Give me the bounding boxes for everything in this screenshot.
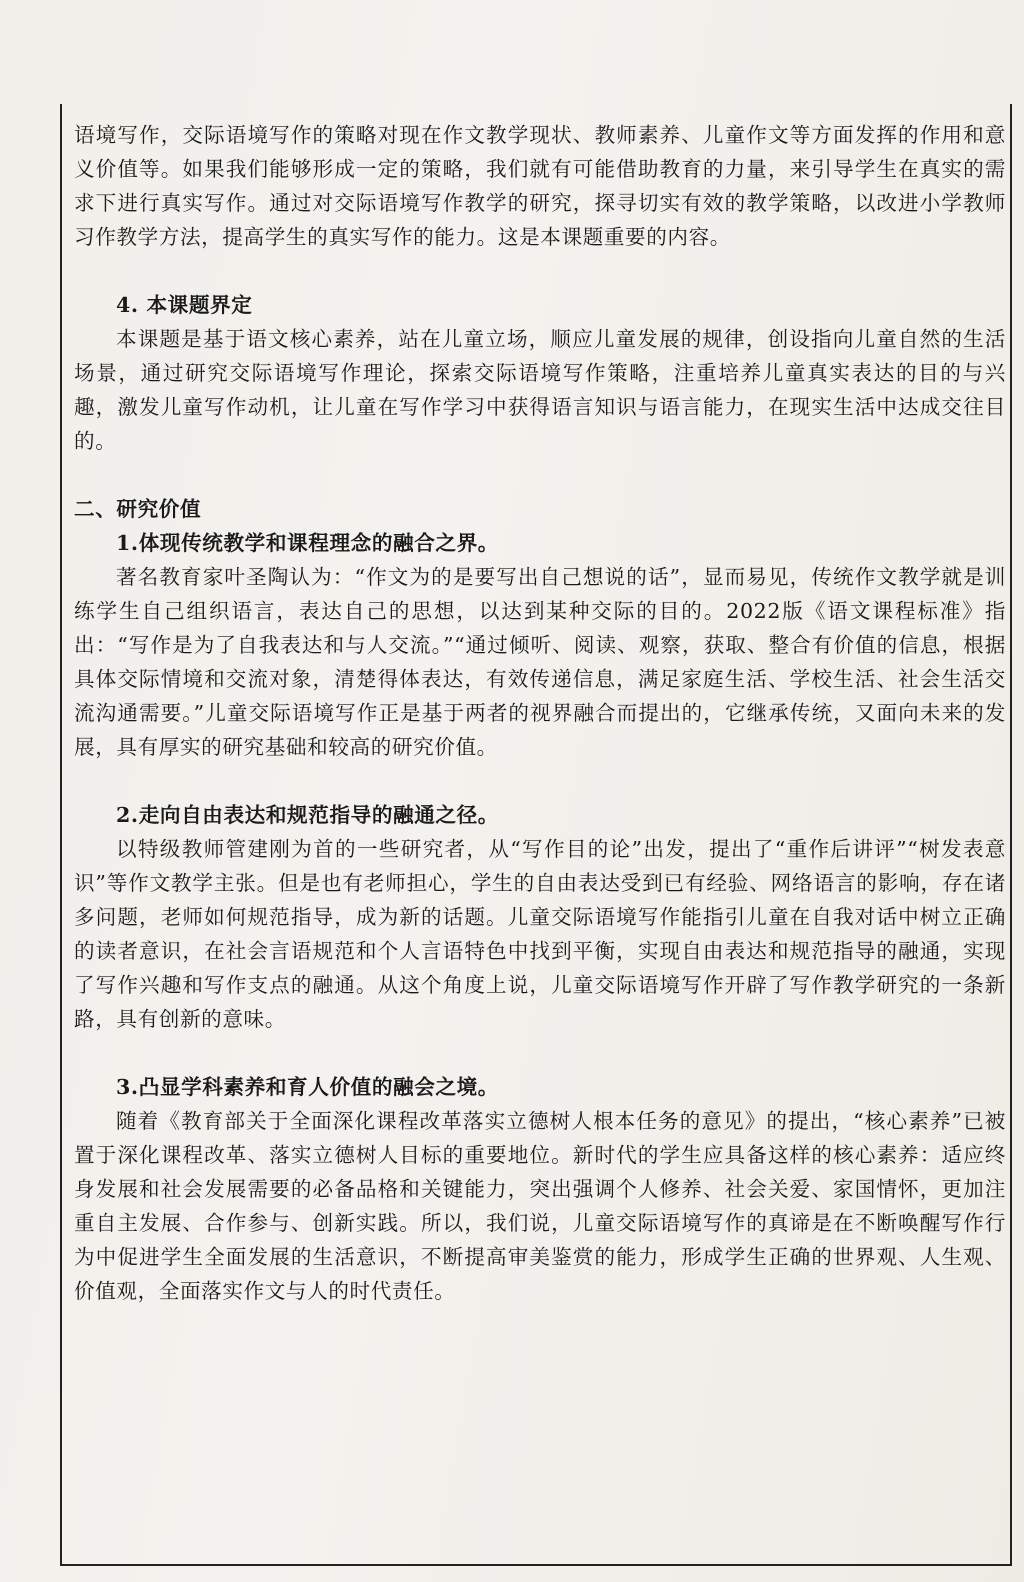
- paragraph-value-2: 以特级教师管建刚为首的一些研究者，从“写作目的论”出发，提出了“重作后讲评”“树发表意识”等作文教学主张。但是也有老师担心，学生的自由表达受到已有经验、网络语言的影响，存在诸多问题，老师如何规范指导，成为新的话题。儿童交际语境写作能指引儿童在自我对话中树立正确的读者意识，在社会言语规范和个人言语特色中找到平衡，实现自由表达和规范指导的融通，实现了写作兴趣和写作支点的融通。从这个角度上说，儿童交际语境写作开辟了写作教学研究的一条新路，具有创新的意味。: [74, 837, 1006, 1031]
- section-title-research-value: 二、研究价值: [74, 497, 202, 521]
- heading-value-2: 2.走向自由表达和规范指导的融通之径。: [116, 803, 499, 827]
- heading-topic-definition: 4. 本课题界定: [116, 293, 253, 317]
- paragraph-topic-definition: 本课题是基于语文核心素养，站在儿童立场，顺应儿童发展的规律，创设指向儿童自然的生活场景，通过研究交际语境写作理论，探索交际语境写作策略，注重培养儿童真实表达的目的与兴趣，激发儿童写作动机，让儿童在写作学习中获得语言知识与语言能力，在现实生活中达成交往目的。: [74, 327, 1006, 453]
- document-body: [74, 118, 1006, 1308]
- paragraph-value-3: 随着《教育部关于全面深化课程改革落实立德树人根本任务的意见》的提出，“核心素养”已被置于深化课程改革、落实立德树人目标的重要地位。新时代的学生应具备这样的核心素养：适应终身发展和社会发展需要的必备品格和关键能力，突出强调个人修养、社会关爱、家国情怀，更加注重自主发展、合作参与、创新实践。所以，我们说，儿童交际语境写作的真谛是在不断唤醒写作行为中促进学生全面发展的生活意识，不断提高审美鉴赏的能力，形成学生正确的世界观、人生观、价值观，全面落实作文与人的时代责任。: [74, 1109, 1006, 1303]
- heading-value-3: 3.凸显学科素养和育人价值的融会之境。: [116, 1075, 499, 1099]
- heading-value-1: 1.体现传统教学和课程理念的融合之界。: [116, 531, 499, 555]
- paragraph-value-1: 著名教育家叶圣陶认为：“作文为的是要写出自己想说的话”，显而易见，传统作文教学就是训练学生自己组织语言，表达自己的思想，以达到某种交际的目的。2022版《语文课程标准》指出：“写作是为了自我表达和与人交流。”“通过倾听、阅读、观察，获取、整合有价值的信息，根据具体交际情境和交流对象，清楚得体表达，有效传递信息，满足家庭生活、学校生活、社会生活交流沟通需要。”儿童交际语境写作正是基于两者的视界融合而提出的，它继承传统，又面向未来的发展，具有厚实的研究基础和较高的研究价值。: [74, 565, 1006, 759]
- paragraph-continued: 语境写作，交际语境写作的策略对现在作文教学现状、教师素养、儿童作文等方面发挥的作用和意义价值等。如果我们能够形成一定的策略，我们就有可能借助教育的力量，来引导学生在真实的需求下进行真实写作。通过对交际语境写作教学的研究，探寻切实有效的教学策略，以改进小学教师习作教学方法，提高学生的真实写作的能力。这是本课题重要的内容。: [74, 123, 1006, 249]
